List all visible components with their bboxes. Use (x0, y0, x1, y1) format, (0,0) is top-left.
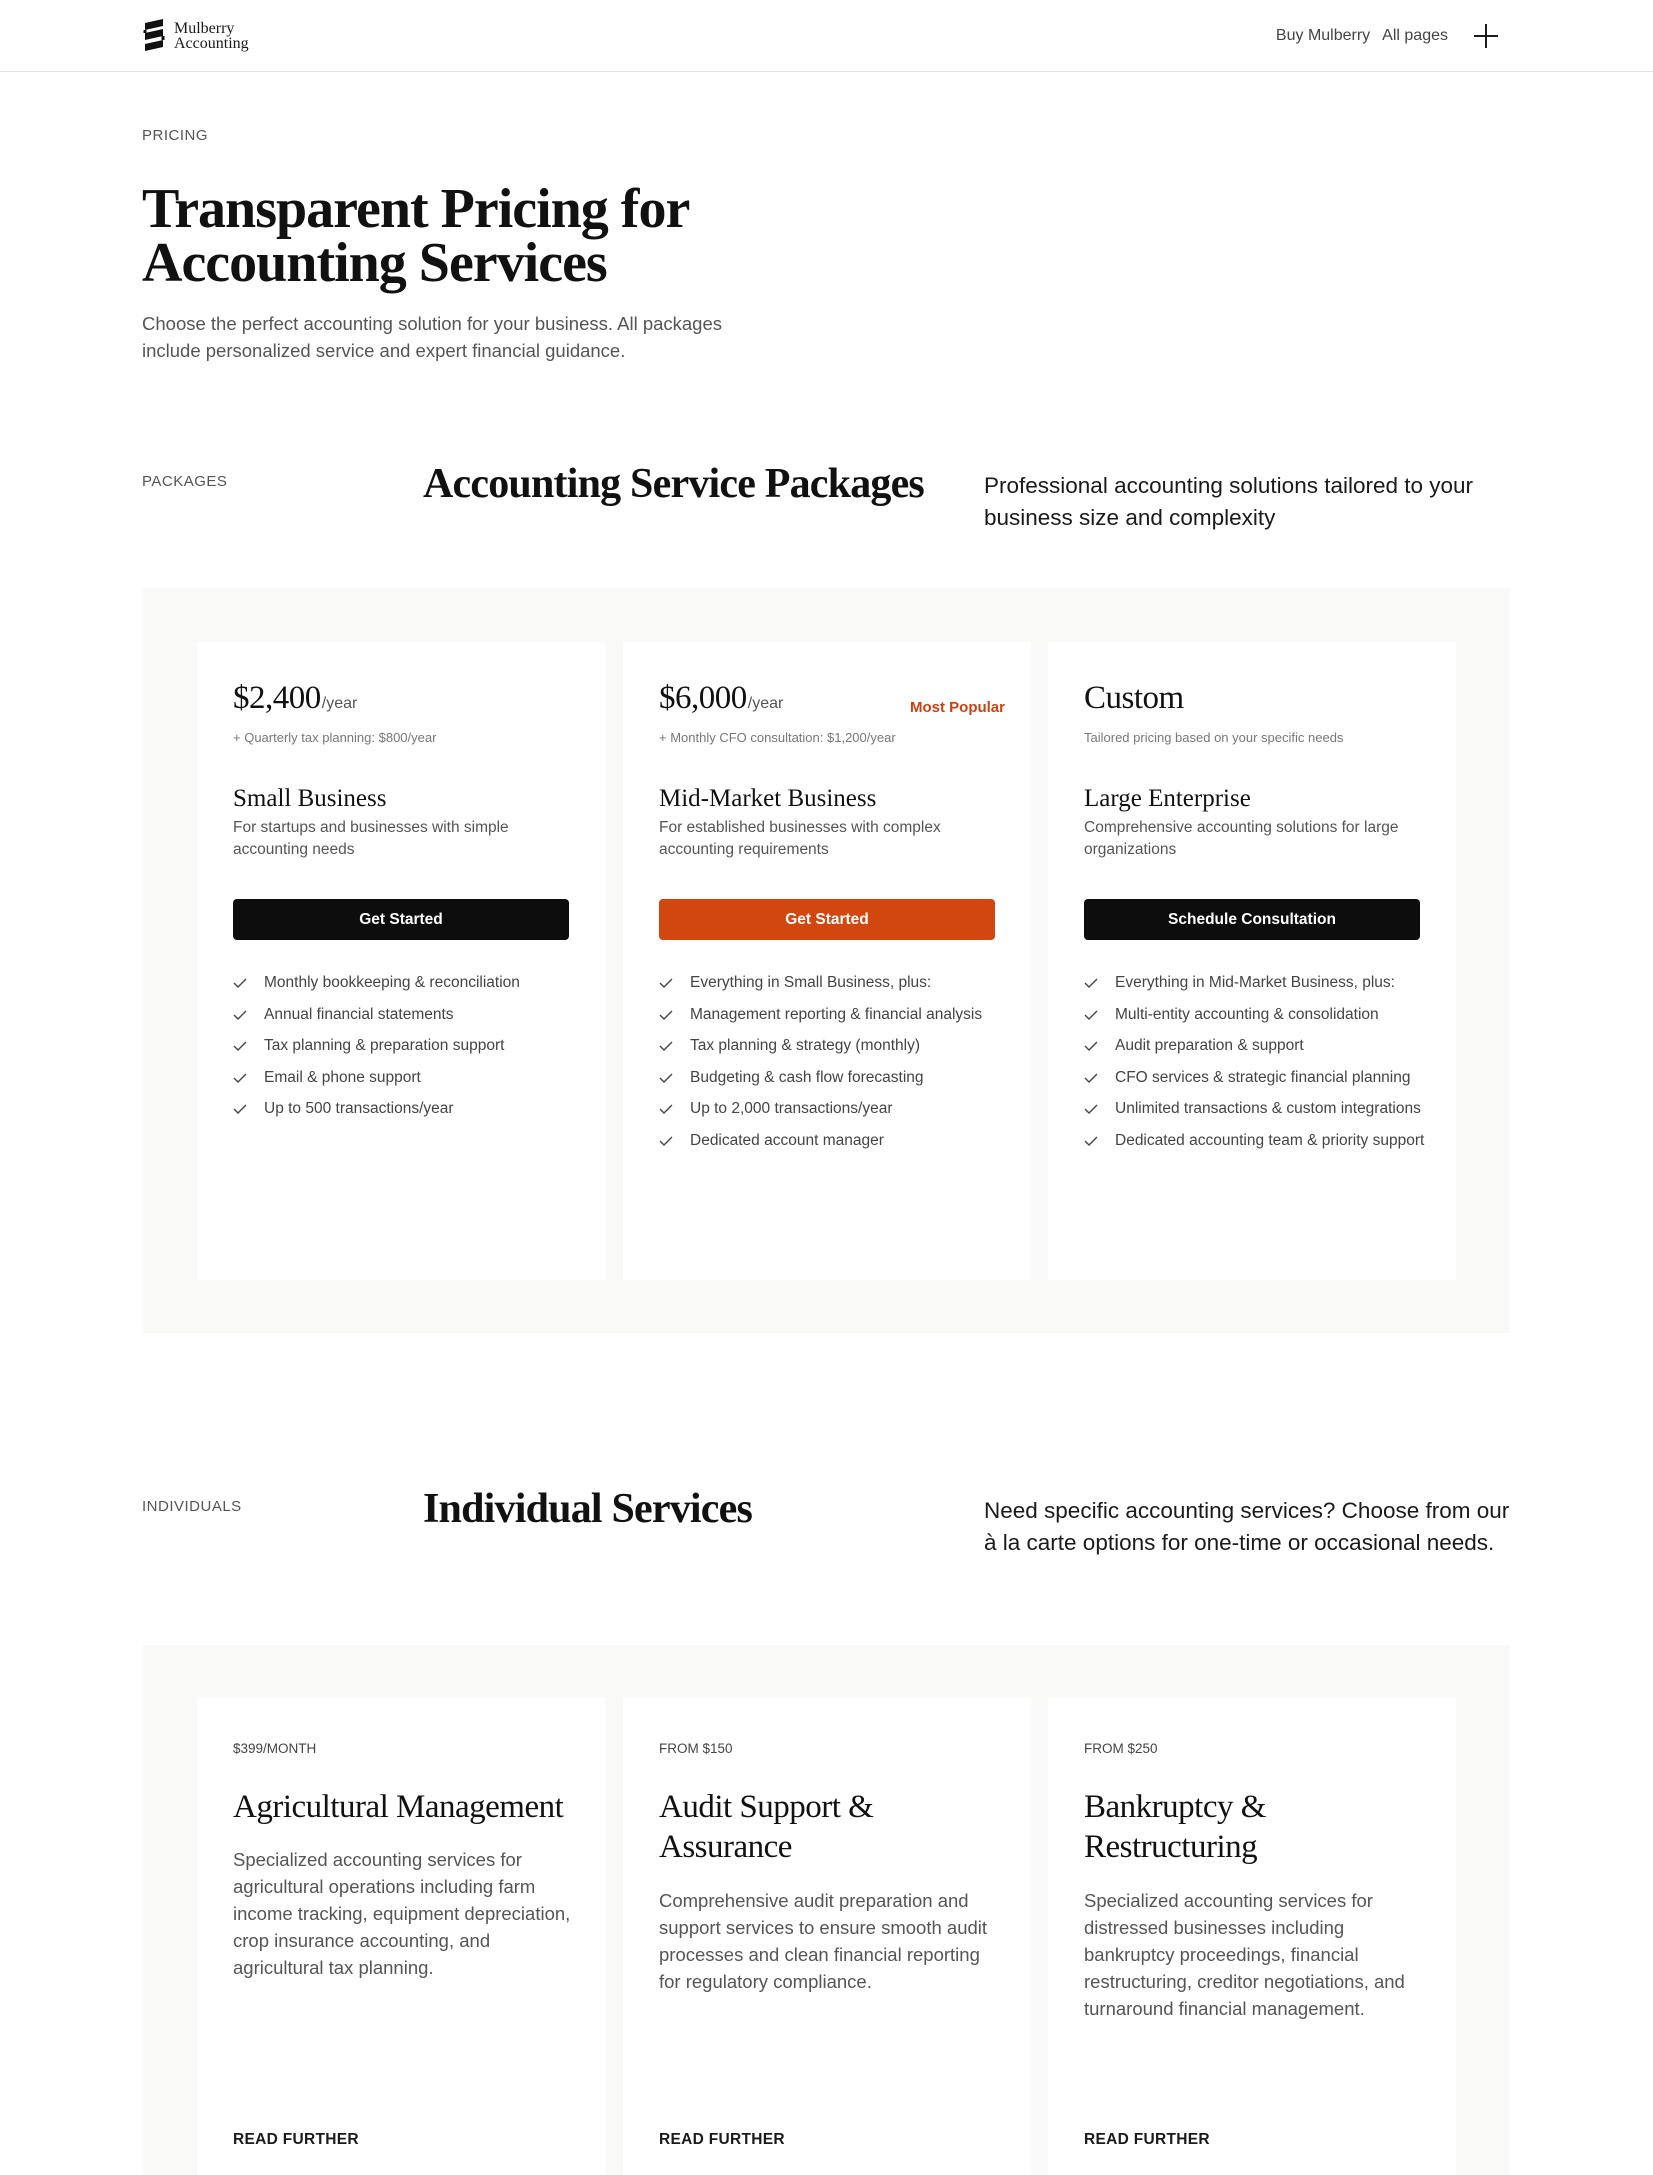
feature-text: Dedicated account manager (690, 1131, 884, 1149)
feature-item (1084, 1130, 1429, 1153)
feature-text: Up to 500 transactions/year (264, 1100, 454, 1117)
feature-item (233, 1035, 578, 1058)
check-icon (1084, 1073, 1098, 1083)
price-amount: Custom (1084, 680, 1184, 716)
feature-item (659, 972, 1004, 995)
feature-text: Unlimited transactions & custom integrations (1115, 1100, 1421, 1117)
service-description: Specialized accounting services for distressed businesses including bankruptcy proceedings, financial restructuring, creditor negotiations, and turnaround financial management. (1084, 1890, 1405, 2019)
most-popular-badge: Most Popular (909, 699, 1005, 716)
price-amount: $6,000 (659, 680, 747, 716)
feature-item (1084, 1035, 1429, 1058)
read-further-link[interactable]: READ FURTHER (659, 2131, 785, 2148)
price-period: /year (747, 695, 784, 712)
feature-text: Management reporting & financial analysis (690, 1005, 983, 1023)
check-icon (233, 1041, 247, 1051)
service-price: $399/MONTH (233, 1741, 317, 1756)
plan-name: Small Business (233, 785, 387, 812)
logo-mark-icon (142, 18, 166, 54)
feature-text: Tax planning & preparation support (264, 1037, 505, 1054)
check-icon (659, 1104, 673, 1114)
plan-name: Mid-Market Business (659, 785, 877, 812)
feature-item (233, 972, 578, 995)
check-icon (659, 978, 673, 988)
service-title: Bankruptcy & Restructuring (1084, 1789, 1266, 1865)
price-amount: $2,400 (233, 680, 321, 716)
feature-text: Tax planning & strategy (monthly) (690, 1037, 921, 1054)
page-title: Transparent Pricing for Accounting Services (142, 178, 689, 294)
feature-text: Audit preparation & support (1115, 1037, 1304, 1054)
individuals-eyebrow: INDIVIDUALS (142, 1498, 242, 1515)
plan-name: Large Enterprise (1084, 785, 1251, 812)
check-icon (1084, 1104, 1098, 1114)
hero-description: Choose the perfect accounting solution for your business. All packages include personalized service and expert financial guidance. (142, 313, 723, 361)
get-started-button[interactable]: Get Started (233, 899, 569, 940)
feature-item (1084, 1004, 1429, 1027)
feature-text: Budgeting & cash flow forecasting (690, 1068, 924, 1086)
price-note: Tailored pricing based on your specific needs (1084, 730, 1344, 745)
check-icon (1084, 1136, 1098, 1146)
logo-line-1: Mulberry (174, 20, 235, 37)
nav-all-pages-link[interactable]: All pages (1382, 27, 1448, 44)
plan-price (1084, 680, 1185, 717)
feature-text: Multi-entity accounting & consolidation (1115, 1005, 1379, 1023)
schedule-consultation-button[interactable]: Schedule Consultation (1084, 899, 1420, 940)
feature-item (659, 1035, 1004, 1058)
service-description: Specialized accounting services for agricultural operations including farm income tracking, equipment depreciation, crop insurance accounting, and agricultural tax planning. (233, 1849, 571, 1978)
service-price: FROM $250 (1084, 1741, 1158, 1756)
service-title: Audit Support & Assurance (659, 1789, 874, 1865)
read-further-link[interactable]: READ FURTHER (233, 2131, 359, 2148)
feature-text: CFO services & strategic financial planning (1115, 1068, 1411, 1086)
check-icon (1084, 1010, 1098, 1020)
plan-description: For startups and businesses with simple accounting needs (233, 819, 509, 858)
plan-price (659, 680, 783, 717)
check-icon (659, 1136, 673, 1146)
feature-item (1084, 972, 1429, 995)
service-card-audit (623, 1697, 1031, 2175)
read-further-link[interactable]: READ FURTHER (1084, 2131, 1210, 2148)
packages-eyebrow: PACKAGES (142, 473, 228, 490)
feature-item (1084, 1067, 1429, 1090)
price-note: + Quarterly tax planning: $800/year (233, 730, 437, 745)
feature-list (233, 972, 578, 1130)
plan-description: Comprehensive accounting solutions for large organizations (1084, 819, 1399, 858)
packages-panel (143, 588, 1510, 1333)
check-icon (659, 1010, 673, 1020)
check-icon (1084, 1041, 1098, 1051)
feature-item (659, 1067, 1004, 1090)
feature-text: Everything in Mid-Market Business, plus: (1115, 974, 1395, 991)
plan-card-large-enterprise (1048, 642, 1456, 1280)
feature-item (233, 1004, 578, 1027)
plan-price (233, 680, 357, 717)
feature-item (659, 1004, 1004, 1027)
feature-text: Email & phone support (264, 1068, 421, 1086)
plan-card-small-business (197, 642, 605, 1280)
check-icon (233, 1104, 247, 1114)
feature-text: Everything in Small Business, plus: (690, 974, 932, 991)
plan-description: For established businesses with complex accounting requirements (659, 819, 941, 858)
header-nav (1276, 22, 1500, 50)
logo-line-2: Accounting (174, 35, 249, 52)
feature-text: Dedicated accounting team & priority support (1115, 1131, 1425, 1149)
service-description: Comprehensive audit preparation and support services to ensure smooth audit processes and clean financial reporting for regulatory compliance. (659, 1890, 988, 1992)
feature-text: Annual financial statements (264, 1005, 454, 1023)
feature-item (233, 1067, 578, 1090)
feature-item (659, 1098, 1004, 1121)
check-icon (233, 1073, 247, 1083)
feature-item (233, 1098, 578, 1121)
packages-description: Professional accounting solutions tailored to your business size and complexity (984, 473, 1474, 530)
feature-item (1084, 1098, 1429, 1121)
individuals-description: Need specific accounting services? Choose from our à la carte options for one-time or occasional needs. (984, 1498, 1510, 1555)
hero-eyebrow: PRICING (142, 127, 209, 144)
check-icon (1084, 978, 1098, 988)
feature-item (659, 1130, 1004, 1153)
service-card-bankruptcy (1048, 1697, 1456, 2175)
price-note: + Monthly CFO consultation: $1,200/year (659, 730, 896, 745)
price-period: /year (321, 695, 358, 712)
plus-icon[interactable] (1472, 22, 1500, 50)
check-icon (659, 1073, 673, 1083)
check-icon (233, 978, 247, 988)
logo-text (174, 21, 249, 51)
check-icon (233, 1010, 247, 1020)
service-card-agricultural (197, 1697, 605, 2175)
individuals-panel (143, 1645, 1510, 2175)
logo[interactable] (142, 18, 249, 54)
feature-list (1084, 972, 1429, 1161)
feature-text: Up to 2,000 transactions/year (690, 1100, 893, 1117)
service-price: FROM $150 (659, 1741, 733, 1756)
feature-text: Monthly bookkeeping & reconciliation (264, 974, 520, 991)
packages-title: Accounting Service Packages (423, 461, 924, 507)
top-navigation (0, 0, 1653, 72)
individuals-title: Individual Services (423, 1486, 753, 1532)
check-icon (659, 1041, 673, 1051)
get-started-button[interactable]: Get Started (659, 899, 995, 940)
service-title: Agricultural Management (233, 1789, 564, 1825)
nav-buy-link[interactable]: Buy Mulberry (1275, 27, 1371, 44)
plan-card-mid-market (623, 642, 1031, 1280)
feature-list (659, 972, 1004, 1161)
